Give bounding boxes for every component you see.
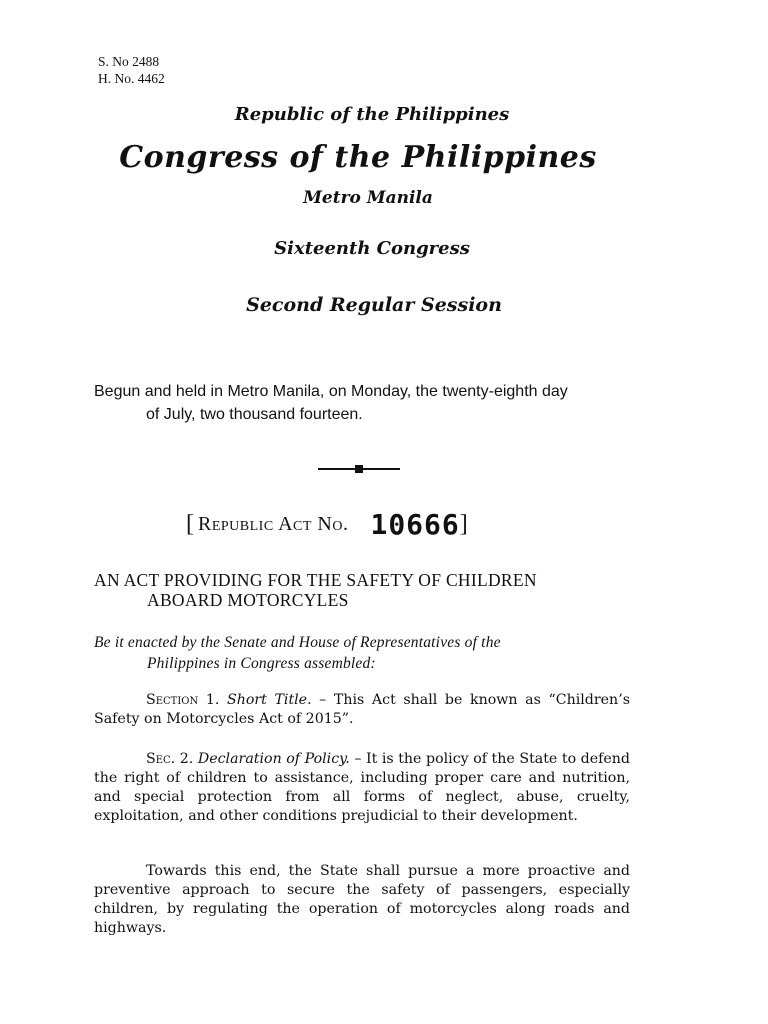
begun-line-1: Begun and held in Metro Manila, on Monday, the twenty-eighth day — [94, 383, 568, 400]
bill-numbers — [98, 53, 165, 87]
section-2 — [94, 750, 630, 826]
republic-act-number: 10666 — [370, 508, 460, 541]
house-bill-number: H. No. 4462 — [98, 71, 165, 86]
enacting-clause-line-2: Philippines in Congress assembled: — [147, 655, 376, 672]
act-title — [94, 570, 674, 610]
republic-act-heading — [186, 508, 546, 541]
policy-paragraph-text: Towards this end, the State shall pursue a more proactive and preventive approach to secure the safety of passengers, especially children, by regulating the operation of motorcycles along roads and highways. — [94, 863, 630, 936]
senate-bill-number: S. No 2488 — [98, 54, 160, 69]
divider-ornament — [318, 462, 400, 476]
section-1-text: – This Act shall be known as “Children’s Safety on Motorcycles Act of 2015”. — [94, 692, 630, 727]
divider-square-icon — [355, 465, 363, 473]
section-2-heading: Declaration of Policy. — [197, 751, 350, 767]
begun-line-2: of July, two thousand fourteen. — [146, 406, 363, 423]
close-bracket: ] — [459, 511, 468, 537]
act-title-line-2: ABOARD MOTORCYLES — [147, 590, 349, 610]
policy-paragraph — [94, 862, 630, 938]
header-session: Second Regular Session — [246, 294, 502, 316]
republic-act-label: Republic Act No. — [198, 513, 349, 535]
open-bracket: [ — [186, 511, 194, 537]
section-1 — [94, 691, 630, 729]
header-congress: Congress of the Philippines — [119, 140, 597, 175]
section-2-label: Sec. 2. — [146, 751, 194, 767]
begun-statement — [94, 380, 654, 426]
section-2-text: – It is the policy of the State to defend the right of children to assistance, including proper care and nutrition, and special protection from all forms of neglect, abuse, cruelty, exploitation, and other conditions prejudicial to their development. — [94, 751, 631, 824]
header-republic: Republic of the Philippines — [234, 104, 510, 125]
enacting-clause-line-1: Be it enacted by the Senate and House of Representatives of the — [94, 634, 501, 651]
section-1-label: Section 1. — [146, 692, 220, 708]
act-title-line-1: AN ACT PROVIDING FOR THE SAFETY OF CHILDREN — [94, 570, 537, 590]
header-congress-number: Sixteenth Congress — [274, 238, 470, 259]
enacting-clause — [94, 632, 674, 674]
section-1-heading: Short Title. — [226, 692, 312, 708]
header-location: Metro Manila — [303, 188, 433, 208]
